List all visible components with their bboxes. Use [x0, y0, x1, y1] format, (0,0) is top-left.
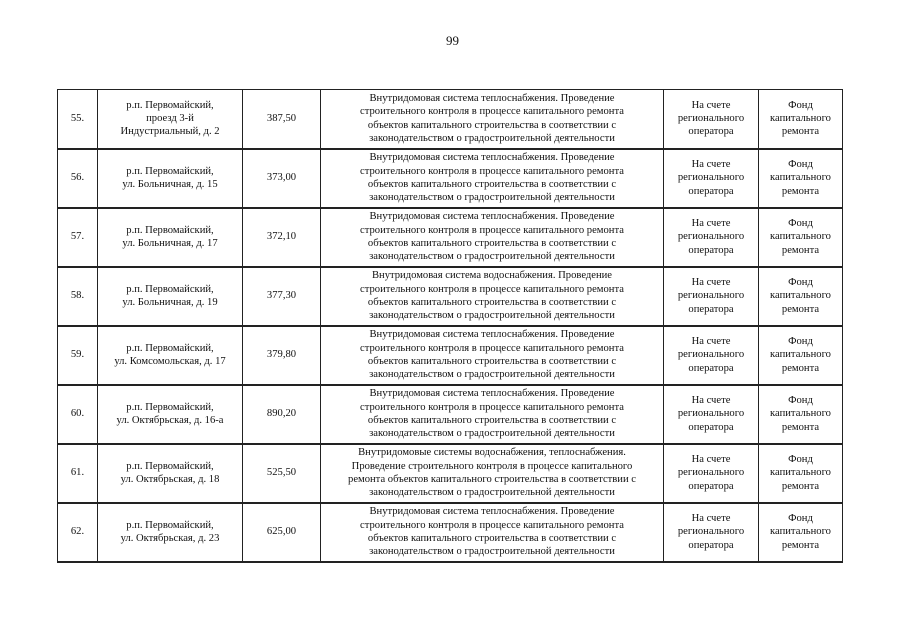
- work-type-text: Внутридомовая система теплоснабжения. Проведение строительного контроля в процессе капитального ремонта объектов капитального строительства в соответствии с законодательством о градостроительной деятельности: [360, 388, 624, 440]
- row-number-cell: [58, 267, 98, 326]
- area-cell: [243, 267, 321, 326]
- account-owner-text: На счете регионального оператора: [677, 277, 745, 315]
- area-text: 525,50: [266, 467, 297, 479]
- row-number-cell: [58, 208, 98, 267]
- address-text: р.п. Первомайский, ул. Больничная, д. 19: [122, 283, 218, 308]
- work-type-cell: [321, 267, 664, 326]
- account-owner-text: На счете регионального оператора: [677, 159, 745, 197]
- account-owner-cell: [664, 503, 759, 562]
- fund-source-text: Фонд капитального ремонта: [770, 513, 831, 551]
- area-cell: [243, 208, 321, 267]
- row-number-cell: [58, 385, 98, 444]
- fund-source-text: Фонд капитального ремонта: [770, 218, 831, 256]
- work-type-cell: [321, 503, 664, 562]
- fund-source-cell: [759, 444, 843, 503]
- row-number-text: 55.: [70, 113, 85, 125]
- table-row: [58, 444, 843, 503]
- address-text: р.п. Первомайский, ул. Больничная, д. 15: [122, 165, 218, 190]
- account-owner-text: На счете регионального оператора: [677, 99, 745, 138]
- area-text: 625,00: [266, 526, 297, 538]
- area-cell: [243, 444, 321, 503]
- row-number-text: 57.: [70, 231, 85, 243]
- address-cell: [98, 208, 243, 267]
- fund-source-cell: [759, 326, 843, 385]
- account-owner-cell: [664, 326, 759, 385]
- area-text: 373,00: [266, 172, 297, 184]
- work-type-cell: [321, 326, 664, 385]
- work-type-text: Внутридомовая система теплоснабжения. Проведение строительного контроля в процессе капитального ремонта объектов капитального строительства в соответствии с законодательством о градостроительной деятельности: [360, 152, 624, 204]
- account-owner-text: На счете регионального оператора: [677, 513, 745, 551]
- area-cell: [243, 149, 321, 208]
- row-number-text: 58.: [70, 290, 85, 302]
- fund-source-text: Фонд капитального ремонта: [770, 99, 831, 138]
- account-owner-cell: [664, 267, 759, 326]
- fund-source-cell: [759, 267, 843, 326]
- page-number: 99: [446, 33, 459, 48]
- table-row: [58, 267, 843, 326]
- row-number-text: 59.: [70, 349, 85, 361]
- row-number-text: 61.: [70, 467, 85, 479]
- account-owner-cell: [664, 208, 759, 267]
- table-row: [58, 503, 843, 562]
- account-owner-cell: [664, 149, 759, 208]
- address-text: р.п. Первомайский, проезд 3-й Индустриальный, д. 2: [120, 99, 220, 138]
- row-number-cell: [58, 326, 98, 385]
- fund-source-text: Фонд капитального ремонта: [770, 277, 831, 315]
- row-number-cell: [58, 90, 98, 149]
- fund-source-text: Фонд капитального ремонта: [770, 336, 831, 374]
- repair-program-table: [57, 89, 843, 563]
- work-type-text: Внутридомовая система теплоснабжения. Проведение строительного контроля в процессе капитального ремонта объектов капитального строительства в соответствии с законодательством о градостроительной деятельности: [360, 506, 624, 558]
- work-type-text: Внутридомовая система теплоснабжения. Проведение строительного контроля в процессе капитального ремонта объектов капитального строительства в соответствии с законодательством о градостроительной деятельности: [360, 211, 624, 263]
- account-owner-text: На счете регионального оператора: [677, 336, 745, 374]
- address-cell: [98, 267, 243, 326]
- table-row: [58, 326, 843, 385]
- row-number-cell: [58, 503, 98, 562]
- work-type-cell: [321, 385, 664, 444]
- work-type-cell: [321, 208, 664, 267]
- address-cell: [98, 503, 243, 562]
- address-cell: [98, 149, 243, 208]
- row-number-text: 56.: [70, 172, 85, 184]
- fund-source-cell: [759, 90, 843, 149]
- account-owner-cell: [664, 90, 759, 149]
- fund-source-cell: [759, 208, 843, 267]
- work-type-text: Внутридомовая система теплоснабжения. Проведение строительного контроля в процессе капитального ремонта объектов капитального строительства в соответствии с законодательством о градостроительной деятельности: [360, 93, 624, 145]
- account-owner-cell: [664, 444, 759, 503]
- row-number-text: 62.: [70, 526, 85, 538]
- work-type-cell: [321, 90, 664, 149]
- fund-source-text: Фонд капитального ремонта: [770, 395, 831, 433]
- area-cell: [243, 503, 321, 562]
- address-text: р.п. Первомайский, ул. Октябрьская, д. 23: [120, 519, 220, 544]
- table-row: [58, 385, 843, 444]
- address-text: р.п. Первомайский, ул. Больничная, д. 17: [122, 224, 218, 249]
- work-type-text: Внутридомовые системы водоснабжения, теплоснабжения. Проведение строительного контроля в процессе капитального ремонта объектов капитального строительства в соответствии с законодательством о градостроительной деятельности: [348, 447, 636, 499]
- address-cell: [98, 444, 243, 503]
- account-owner-text: На счете регионального оператора: [677, 454, 745, 492]
- area-text: 377,30: [266, 290, 297, 302]
- area-text: 372,10: [266, 231, 297, 243]
- account-owner-text: На счете регионального оператора: [677, 395, 745, 433]
- row-number-text: 60.: [70, 408, 85, 420]
- fund-source-cell: [759, 149, 843, 208]
- table-row: [58, 90, 843, 149]
- work-type-cell: [321, 444, 664, 503]
- area-text: 890,20: [266, 408, 297, 420]
- area-cell: [243, 385, 321, 444]
- fund-source-cell: [759, 385, 843, 444]
- area-text: 379,80: [266, 349, 297, 361]
- address-cell: [98, 326, 243, 385]
- row-number-cell: [58, 444, 98, 503]
- fund-source-text: Фонд капитального ремонта: [770, 454, 831, 492]
- address-text: р.п. Первомайский, ул. Октябрьская, д. 18: [120, 460, 220, 485]
- account-owner-text: На счете регионального оператора: [677, 218, 745, 256]
- account-owner-cell: [664, 385, 759, 444]
- fund-source-text: Фонд капитального ремонта: [770, 159, 831, 197]
- table-row: [58, 208, 843, 267]
- address-cell: [98, 90, 243, 149]
- work-type-text: Внутридомовая система водоснабжения. Проведение строительного контроля в процессе капитального ремонта объектов капитального строительства в соответствии с законодательством о градостроительной деятельности: [360, 270, 624, 322]
- fund-source-cell: [759, 503, 843, 562]
- table-row: [58, 149, 843, 208]
- table-body: [58, 90, 843, 562]
- work-type-text: Внутридомовая система теплоснабжения. Проведение строительного контроля в процессе капитального ремонта объектов капитального строительства в соответствии с законодательством о градостроительной деятельности: [360, 329, 624, 381]
- area-cell: [243, 326, 321, 385]
- area-cell: [243, 90, 321, 149]
- address-text: р.п. Первомайский, ул. Комсомольская, д. 17: [114, 342, 226, 367]
- row-number-cell: [58, 149, 98, 208]
- address-text: р.п. Первомайский, ул. Октябрьская, д. 16-а: [116, 401, 224, 426]
- address-cell: [98, 385, 243, 444]
- area-text: 387,50: [266, 113, 297, 125]
- work-type-cell: [321, 149, 664, 208]
